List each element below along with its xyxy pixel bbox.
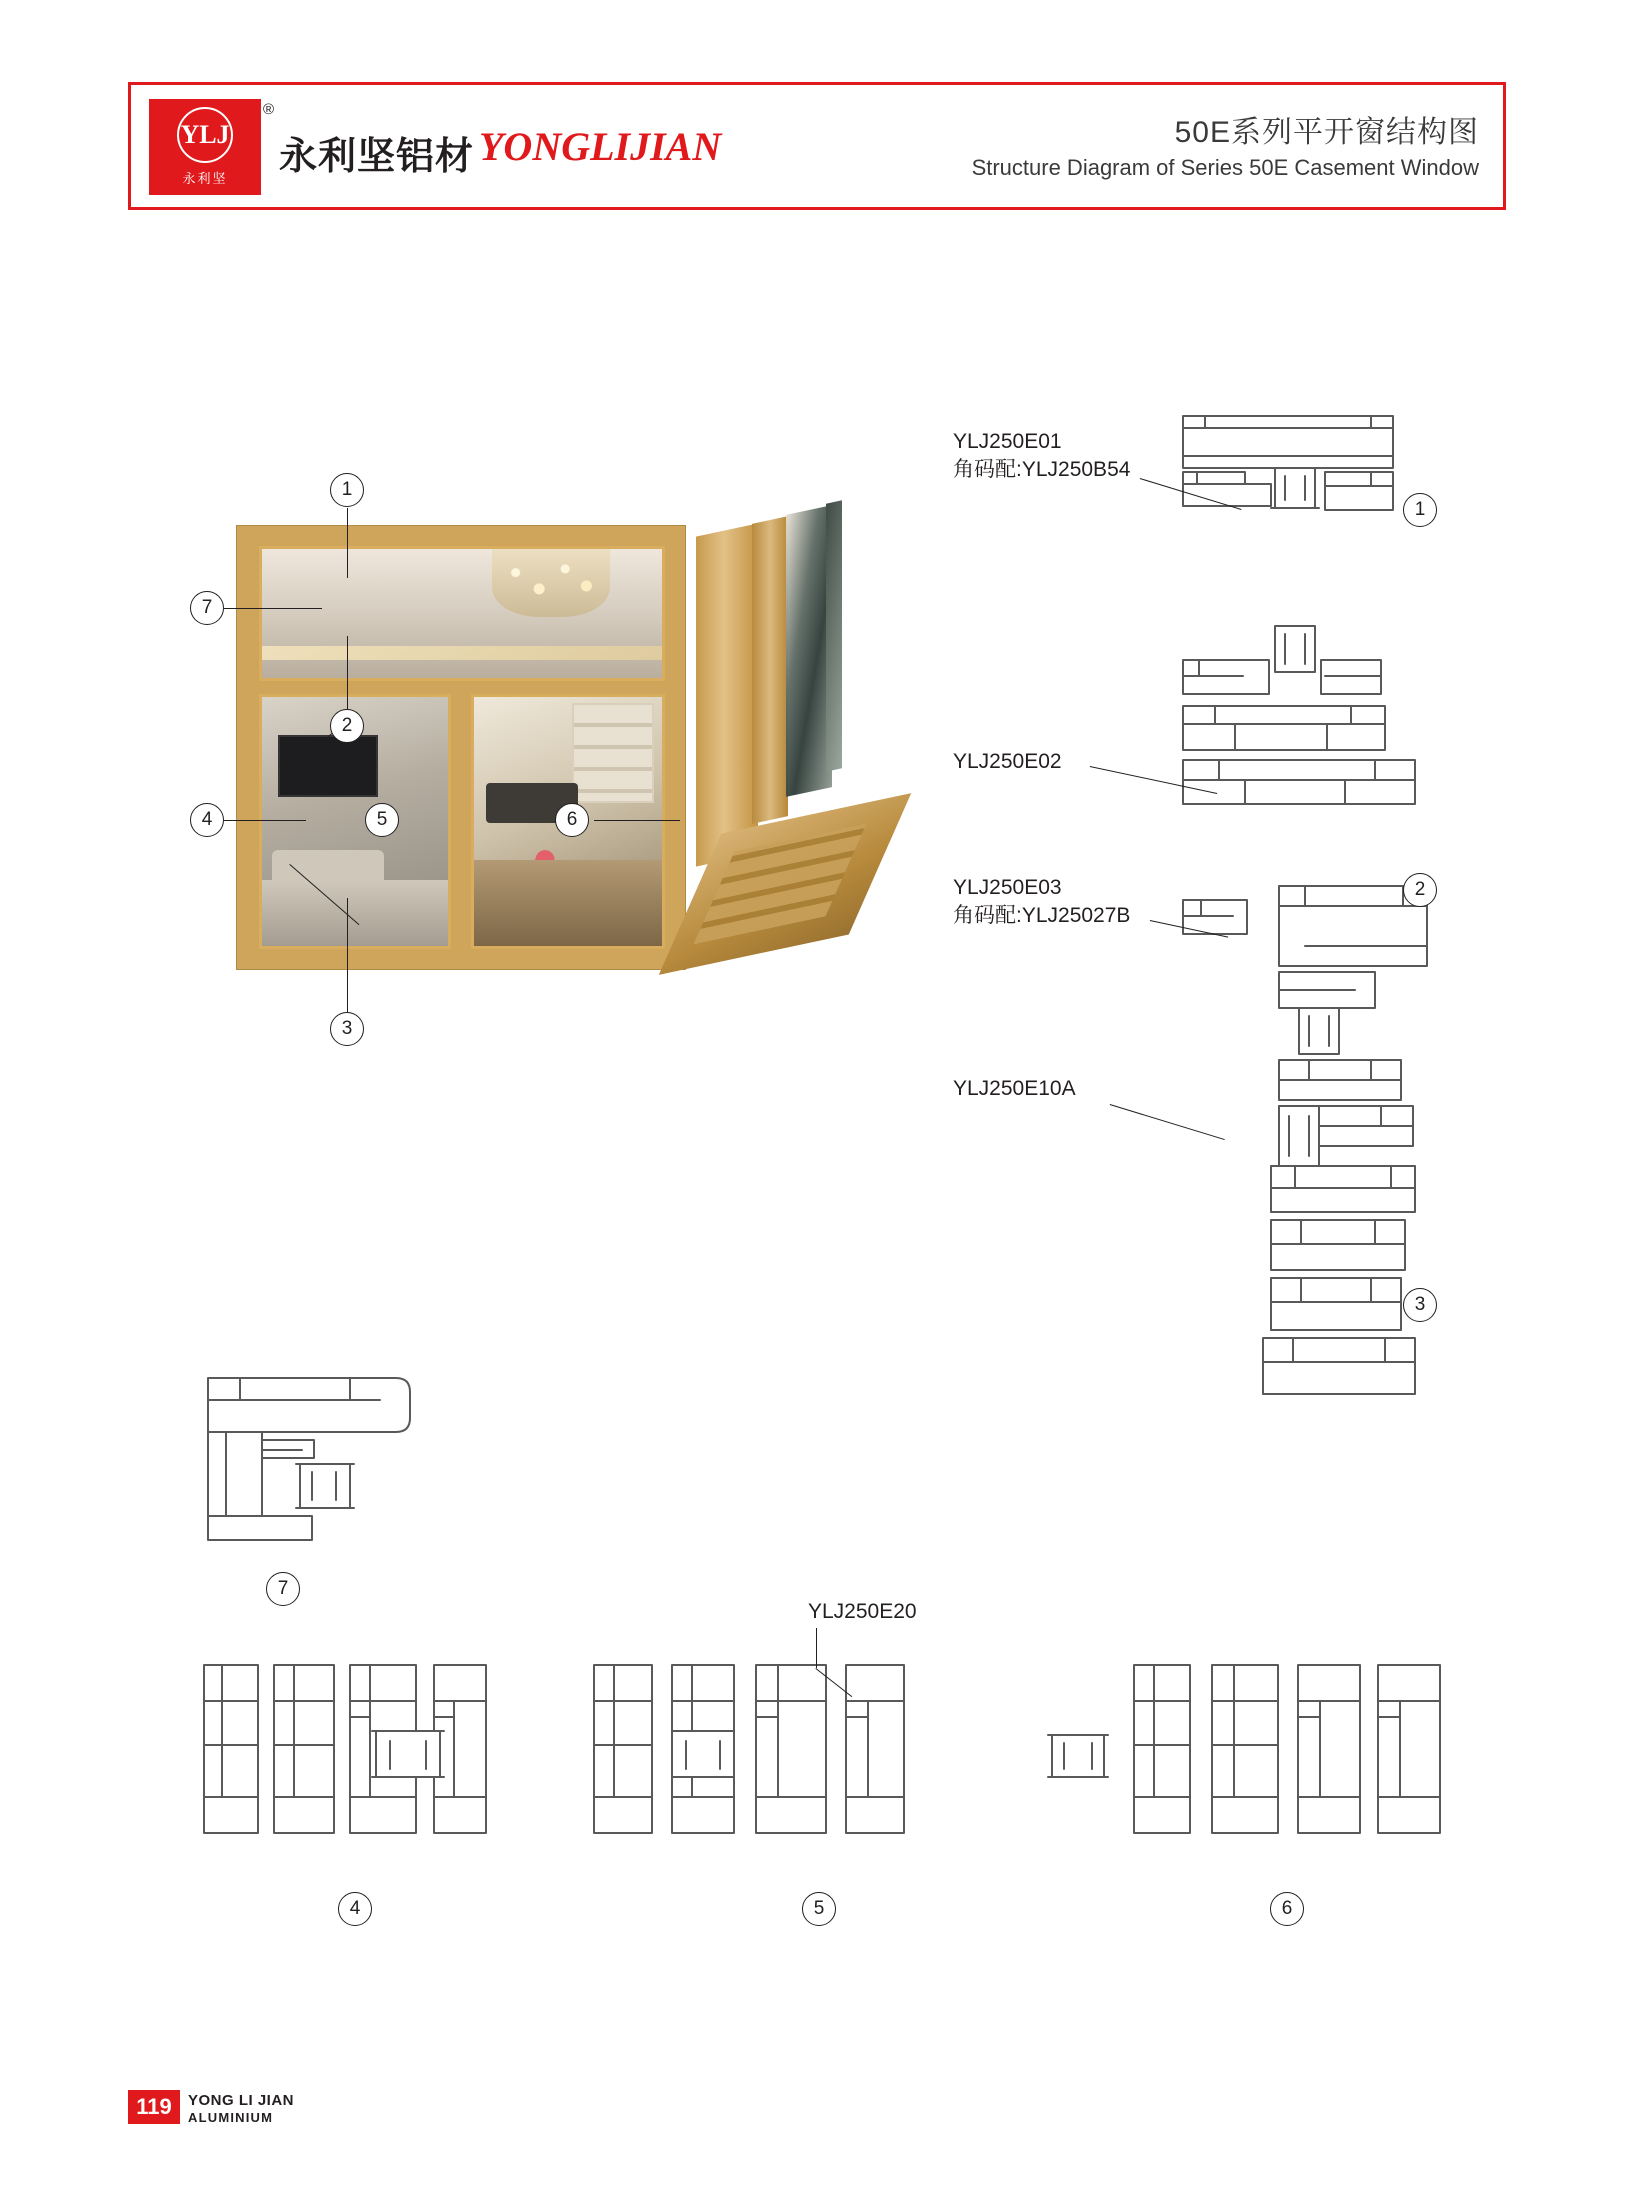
callout-bubble-bottom-5[interactable]: 5 bbox=[802, 1892, 836, 1926]
part-code-e02: YLJ250E02 bbox=[953, 750, 1062, 773]
logo-sub-text: 永利坚 bbox=[182, 171, 228, 186]
leader-line-6 bbox=[594, 820, 680, 821]
leader-line-4 bbox=[224, 820, 306, 821]
page-header bbox=[128, 82, 1506, 210]
callout-bubble-1[interactable]: 1 bbox=[330, 473, 364, 507]
leader-line-7 bbox=[224, 608, 322, 609]
cad-profile-7 bbox=[200, 1368, 430, 1548]
page-number-badge: 119 bbox=[128, 2090, 180, 2124]
shelf-decor bbox=[572, 703, 654, 803]
window-transom-pane bbox=[259, 546, 665, 681]
cad-profile-4 bbox=[190, 1655, 560, 1855]
callout-bubble-bottom-6[interactable]: 6 bbox=[1270, 1892, 1304, 1926]
callout-bubble-2[interactable]: 2 bbox=[330, 709, 364, 743]
registered-trademark-icon: ® bbox=[263, 101, 275, 118]
page-footer bbox=[128, 2090, 528, 2134]
callout-bubble-right-1[interactable]: 1 bbox=[1403, 493, 1437, 527]
part-code-e01: YLJ250E01 bbox=[953, 430, 1062, 453]
cad-profile-e10a bbox=[1175, 1090, 1425, 1450]
company-logo bbox=[149, 99, 261, 195]
leader-line-3 bbox=[347, 898, 348, 1026]
leader-line-e20-v bbox=[816, 1628, 817, 1668]
callout-bubble-bottom-7[interactable]: 7 bbox=[266, 1572, 300, 1606]
callout-bubble-3[interactable]: 3 bbox=[330, 1012, 364, 1046]
cad-profile-e02 bbox=[1175, 620, 1425, 850]
logo-mark-icon: YLJ bbox=[177, 107, 233, 163]
brand-name-english: YONGLIJIAN bbox=[479, 124, 722, 169]
part-label-e01 bbox=[953, 428, 1130, 485]
floor-decor-left bbox=[262, 880, 448, 946]
part-label-e02 bbox=[953, 748, 1062, 776]
corner-3d-render bbox=[690, 520, 940, 950]
cad-profile-6 bbox=[1120, 1655, 1460, 1855]
part-code-e03: YLJ250E03 bbox=[953, 876, 1062, 899]
chandelier-decor bbox=[492, 546, 610, 617]
ceiling-light-strip bbox=[262, 646, 662, 660]
footer-company-name: YONG LI JIAN bbox=[188, 2092, 295, 2109]
callout-bubble-right-2[interactable]: 2 bbox=[1403, 873, 1437, 907]
callout-bubble-4[interactable]: 4 bbox=[190, 803, 224, 837]
render-glass-edge bbox=[826, 500, 842, 771]
floor-decor-right bbox=[474, 860, 662, 946]
page-title-chinese: 50E系列平开窗结构图 bbox=[1174, 116, 1479, 149]
window-product-photo bbox=[236, 525, 686, 970]
part-label-e10a bbox=[953, 1075, 1076, 1103]
render-sash-face bbox=[752, 516, 788, 824]
callout-bubble-7[interactable]: 7 bbox=[190, 591, 224, 625]
part-note-e01: 角码配:YLJ250B54 bbox=[953, 458, 1131, 482]
cad-profile-6-insert bbox=[1044, 1729, 1114, 1785]
part-code-e20: YLJ250E20 bbox=[808, 1600, 917, 1623]
part-code-e10a: YLJ250E10A bbox=[953, 1077, 1076, 1100]
cad-profile-5 bbox=[580, 1655, 980, 1855]
part-label-e20 bbox=[808, 1598, 917, 1626]
footer-company-type: ALUMINIUM bbox=[188, 2110, 274, 2125]
callout-bubble-bottom-4[interactable]: 4 bbox=[338, 1892, 372, 1926]
cad-profile-e01 bbox=[1175, 406, 1405, 526]
render-frame-face bbox=[696, 523, 758, 866]
callout-bubble-right-3[interactable]: 3 bbox=[1403, 1288, 1437, 1322]
page-title-english: Structure Diagram of Series 50E Casement Window bbox=[971, 155, 1479, 180]
part-label-e03 bbox=[953, 874, 1130, 931]
callout-bubble-5[interactable]: 5 bbox=[365, 803, 399, 837]
callout-bubble-6[interactable]: 6 bbox=[555, 803, 589, 837]
brand-name-chinese: 永利坚铝材 bbox=[279, 136, 475, 178]
leader-line-1 bbox=[347, 508, 348, 578]
part-note-e03: 角码配:YLJ25027B bbox=[953, 904, 1131, 928]
